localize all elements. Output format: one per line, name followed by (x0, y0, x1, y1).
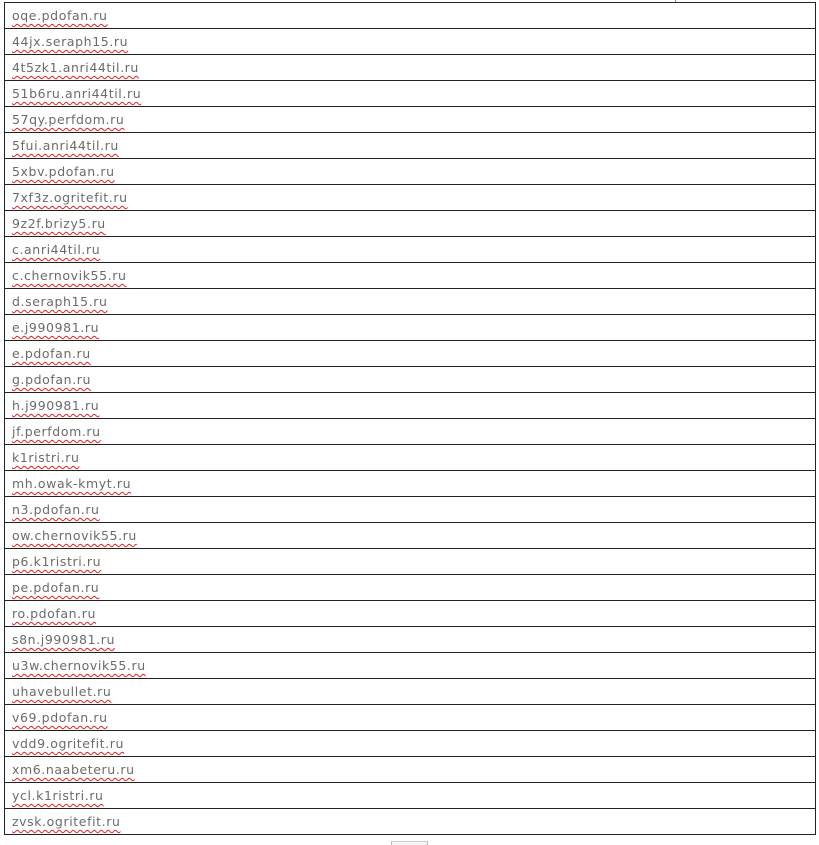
domain-text: d.seraph15.ru (12, 294, 108, 309)
table-cell[interactable] (5, 185, 816, 211)
table-cell[interactable] (5, 81, 816, 107)
domain-text: 44jx.seraph15.ru (12, 34, 129, 49)
domain-text: 4t5zk1.anri44til.ru (12, 60, 139, 75)
table-row (5, 601, 816, 627)
table-row (5, 289, 816, 315)
domain-text: ow.chernovik55.ru (12, 528, 137, 543)
table-row (5, 133, 816, 159)
table-row (5, 653, 816, 679)
table-cell[interactable] (5, 367, 816, 393)
domain-text: k1ristri.ru (12, 450, 80, 465)
table-row (5, 263, 816, 289)
table-cell[interactable] (5, 341, 816, 367)
domain-table-body (5, 3, 816, 835)
table-cell[interactable] (5, 55, 816, 81)
domain-text: v69.pdofan.ru (12, 710, 108, 725)
table-row (5, 367, 816, 393)
table-row (5, 445, 816, 471)
table-cell[interactable] (5, 315, 816, 341)
table-cell[interactable] (5, 653, 816, 679)
table-row (5, 575, 816, 601)
table-row (5, 107, 816, 133)
table-cell[interactable] (5, 211, 816, 237)
table-row (5, 393, 816, 419)
table-row (5, 809, 816, 835)
domain-text: e.pdofan.ru (12, 346, 91, 361)
domain-text: u3w.chernovik55.ru (12, 658, 146, 673)
table-cell[interactable] (5, 393, 816, 419)
domain-table (4, 2, 816, 835)
domain-text: 7xf3z.ogritefit.ru (12, 190, 128, 205)
table-cell[interactable] (5, 783, 816, 809)
table-cell[interactable] (5, 809, 816, 835)
table-row (5, 185, 816, 211)
table-cell[interactable] (5, 263, 816, 289)
domain-text: 9z2f.brizy5.ru (12, 216, 106, 231)
table-row (5, 237, 816, 263)
table-row (5, 3, 816, 29)
domain-text: ro.pdofan.ru (12, 606, 97, 621)
table-cell[interactable] (5, 497, 816, 523)
domain-text: 51b6ru.anri44til.ru (12, 86, 142, 101)
table-row (5, 783, 816, 809)
table-row (5, 29, 816, 55)
domain-text: p6.k1ristri.ru (12, 554, 102, 569)
domain-text: n3.pdofan.ru (12, 502, 100, 517)
table-row (5, 471, 816, 497)
table-cell[interactable] (5, 107, 816, 133)
table-cell[interactable] (5, 29, 816, 55)
table-cell[interactable] (5, 133, 816, 159)
table-row (5, 315, 816, 341)
domain-text: oqe.pdofan.ru (12, 8, 108, 23)
domain-text: c.anri44til.ru (12, 242, 101, 257)
table-cell[interactable] (5, 523, 816, 549)
domain-text: e.j990981.ru (12, 320, 100, 335)
table-cell[interactable] (5, 601, 816, 627)
table-row (5, 341, 816, 367)
table-row (5, 419, 816, 445)
domain-text: zvsk.ogritefit.ru (12, 814, 121, 829)
table-row (5, 705, 816, 731)
domain-text: vdd9.ogritefit.ru (12, 736, 124, 751)
table-row (5, 627, 816, 653)
table-row (5, 679, 816, 705)
table-cell[interactable] (5, 705, 816, 731)
domain-text: g.pdofan.ru (12, 372, 92, 387)
table-cell[interactable] (5, 237, 816, 263)
domain-text: c.chernovik55.ru (12, 268, 127, 283)
domain-text: mh.owak-kmyt.ru (12, 476, 132, 491)
table-cell[interactable] (5, 627, 816, 653)
table-cell[interactable] (5, 3, 816, 29)
table-row (5, 159, 816, 185)
table-row (5, 549, 816, 575)
table-cell[interactable] (5, 575, 816, 601)
table-row (5, 81, 816, 107)
table-cell[interactable] (5, 419, 816, 445)
table-row (5, 731, 816, 757)
domain-text: 57qy.perfdom.ru (12, 112, 125, 127)
table-row (5, 523, 816, 549)
table-cell[interactable] (5, 289, 816, 315)
table-row (5, 497, 816, 523)
table-cell[interactable] (5, 445, 816, 471)
table-row (5, 757, 816, 783)
domain-text: s8n.j990981.ru (12, 632, 115, 647)
table-cell[interactable] (5, 731, 816, 757)
table-cell[interactable] (5, 159, 816, 185)
table-cell[interactable] (5, 679, 816, 705)
table-row (5, 211, 816, 237)
table-cell[interactable] (5, 549, 816, 575)
domain-text: 5fui.anri44til.ru (12, 138, 119, 153)
table-row (5, 55, 816, 81)
domain-text: uhavebullet.ru (12, 684, 112, 699)
domain-text: ycl.k1ristri.ru (12, 788, 104, 803)
domain-text: pe.pdofan.ru (12, 580, 100, 595)
domain-text: h.j990981.ru (12, 398, 100, 413)
domain-text: xm6.naabeteru.ru (12, 762, 135, 777)
table-cell[interactable] (5, 471, 816, 497)
domain-text: 5xbv.pdofan.ru (12, 164, 115, 179)
domain-text: jf.perfdom.ru (12, 424, 101, 439)
page-edge-tab (391, 841, 428, 845)
table-cell[interactable] (5, 757, 816, 783)
